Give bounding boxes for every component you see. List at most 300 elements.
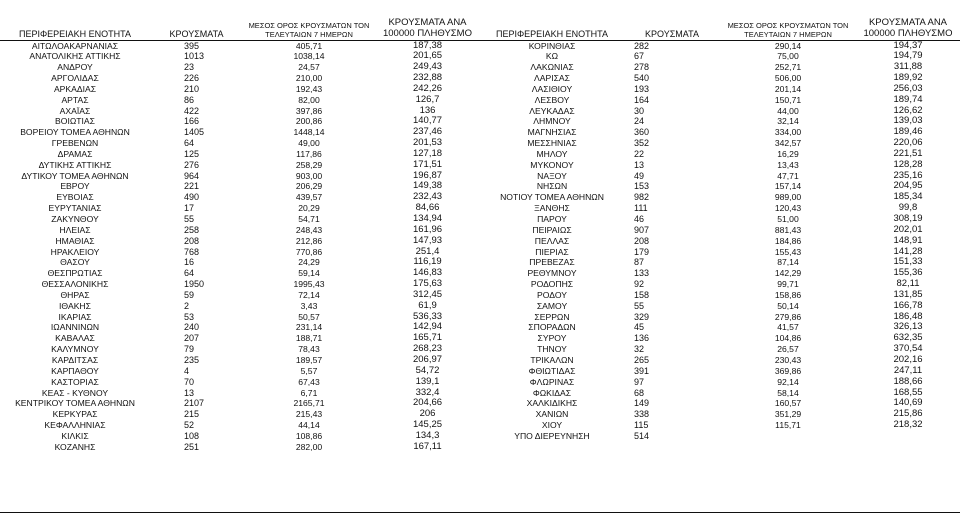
per100k-cell: 171,51 (412, 159, 443, 170)
avg7-cell: 24,57 (298, 62, 320, 73)
cases-cell: 422 (184, 105, 200, 116)
cases-cell: 164 (634, 94, 650, 105)
left-cases-table (0, 0, 480, 453)
region-cell: ΑΧΑΪΑΣ (59, 105, 91, 116)
cases-cell: 24 (634, 116, 645, 127)
avg7-cell: 506,00 (774, 73, 802, 84)
cases-cell: 278 (634, 62, 650, 73)
avg7-cell: 252,71 (774, 62, 802, 73)
region-cell: ΘΗΡΑΣ (60, 289, 90, 300)
region-cell: ΘΕΣΠΡΩΤΙΑΣ (47, 268, 103, 279)
avg7-cell: 20,29 (298, 203, 320, 214)
avg7-cell: 32,14 (777, 116, 799, 127)
cases-cell: 23 (184, 62, 195, 73)
cases-cell: 149 (634, 398, 650, 409)
cases-cell: 179 (634, 246, 650, 257)
table-row (480, 268, 960, 279)
avg7-cell: 903,00 (295, 170, 323, 181)
cases-cell: 64 (184, 138, 195, 149)
avg7-cell: 26,57 (777, 344, 799, 355)
cases-cell: 22 (634, 148, 645, 159)
per100k-cell: 202,01 (893, 224, 923, 235)
avg7-cell: 117,86 (296, 148, 322, 159)
avg7-cell: 115,71 (775, 420, 801, 431)
region-cell: ΛΗΜΝΟΥ (533, 116, 571, 127)
per100k-cell: 84,66 (415, 203, 440, 214)
table-row (480, 84, 960, 95)
table-row (480, 366, 960, 377)
cases-cell: 514 (634, 430, 650, 441)
right-table-panel (480, 0, 960, 442)
avg7-cell: 155,43 (774, 246, 802, 257)
table-row (480, 420, 960, 431)
cases-cell: 768 (184, 246, 200, 257)
region-cell: ΑΡΚΑΔΙΑΣ (53, 83, 97, 94)
region-cell: ΧΑΛΚΙΔΙΚΗΣ (526, 398, 578, 409)
right-header-row (480, 0, 960, 40)
avg7-cell: 160,57 (774, 398, 802, 409)
cases-cell: 395 (184, 40, 200, 51)
table-row (480, 225, 960, 236)
avg7-cell: 5,57 (300, 365, 318, 376)
table-row (480, 322, 960, 333)
avg7-cell: 212,86 (295, 235, 323, 246)
per100k-cell: 206,97 (412, 354, 443, 365)
table-row (480, 377, 960, 388)
per100k-cell: 188,66 (893, 376, 923, 387)
avg7-cell: 189,57 (295, 354, 323, 365)
avg7-cell: 50,14 (777, 300, 799, 311)
avg7-cell: 49,00 (298, 138, 320, 149)
per100k-cell: 126,7 (415, 94, 440, 105)
header-cases: ΚΡΟΥΣΜΑΤΑ (624, 0, 720, 40)
avg7-cell: 258,29 (295, 159, 323, 170)
region-cell: ΡΕΘΥΜΝΟΥ (527, 268, 577, 279)
per100k-cell: 194,79 (893, 51, 923, 62)
cases-cell: 86 (184, 94, 195, 105)
per100k-cell: 185,34 (893, 192, 923, 203)
region-cell: ΚΑΒΑΛΑΣ (55, 333, 95, 344)
avg7-cell: 13,43 (777, 159, 799, 170)
table-row (0, 442, 480, 453)
region-cell: ΙΚΑΡΙΑΣ (58, 311, 92, 322)
per100k-cell: 116,19 (413, 257, 442, 268)
table-row (480, 247, 960, 258)
table-row (0, 149, 480, 160)
cases-cell: 30 (634, 105, 645, 116)
region-cell: ΑΡΤΑΣ (61, 94, 89, 105)
table-row (0, 290, 480, 301)
per100k-cell: 127,18 (412, 148, 443, 159)
avg7-cell: 41,57 (777, 322, 799, 333)
table-row (0, 257, 480, 268)
per100k-cell: 166,78 (893, 300, 923, 311)
cases-cell: 540 (634, 73, 650, 84)
region-cell: ΚΕΡΚΥΡΑΣ (52, 409, 98, 420)
per100k-cell: 242,26 (412, 83, 443, 94)
per100k-cell: 139,1 (415, 376, 440, 387)
region-cell: ΚΑΡΠΑΘΟΥ (51, 365, 99, 376)
cases-cell: 13 (184, 387, 195, 398)
region-cell: ΑΡΓΟΛΙΔΑΣ (51, 73, 99, 84)
table-row (480, 398, 960, 409)
per100k-cell: 204,66 (412, 398, 443, 409)
table-row (0, 116, 480, 127)
region-cell: ΚΙΛΚΙΣ (61, 430, 89, 441)
region-cell: ΥΠΟ ΔΙΕΡΕΥΝΗΣΗ (514, 430, 590, 441)
table-row (0, 247, 480, 258)
avg7-cell: 342,57 (774, 138, 802, 149)
cases-cell: 210 (184, 83, 200, 94)
table-row (0, 138, 480, 149)
avg7-cell: 351,29 (774, 409, 802, 420)
avg7-cell: 215,43 (295, 409, 323, 420)
region-cell: ΝΟΤΙΟΥ ΤΟΜΕΑ ΑΘΗΝΩΝ (500, 192, 604, 203)
cases-cell: 282 (634, 40, 650, 51)
per100k-cell: 249,43 (412, 62, 443, 73)
table-row (0, 236, 480, 247)
left-header-row (0, 0, 480, 40)
avg7-cell: 439,57 (295, 192, 323, 203)
avg7-cell: 188,71 (295, 333, 323, 344)
per100k-cell: 61,9 (418, 300, 437, 311)
table-row (0, 84, 480, 95)
per100k-cell: 311,88 (893, 62, 923, 73)
cases-cell: 276 (184, 159, 200, 170)
cases-cell: 982 (634, 192, 650, 203)
cases-cell: 87 (634, 257, 645, 268)
per100k-cell: 220,06 (893, 138, 923, 149)
region-cell: ΦΛΩΡΙΝΑΣ (529, 376, 575, 387)
table-row (480, 214, 960, 225)
table-row (0, 431, 480, 442)
cases-cell: 338 (634, 409, 650, 420)
per100k-cell: 189,92 (893, 73, 923, 84)
per100k-cell: 308,19 (893, 214, 923, 224)
region-cell: ΒΟΡΕΙΟΥ ΤΟΜΕΑ ΑΘΗΝΩΝ (20, 127, 130, 138)
avg7-cell: 290,14 (774, 40, 802, 51)
region-cell: ΕΒΡΟΥ (60, 181, 90, 192)
cases-cell: 208 (634, 235, 650, 246)
per100k-cell: 147,93 (412, 235, 443, 246)
avg7-cell: 50,57 (298, 311, 320, 322)
avg7-cell: 24,29 (298, 257, 320, 268)
region-cell: ΚΑΣΤΟΡΙΑΣ (51, 376, 99, 387)
per100k-cell: 196,87 (412, 170, 443, 181)
per100k-cell: 332,4 (415, 387, 440, 398)
region-cell: ΤΡΙΚΑΛΩΝ (530, 354, 574, 365)
region-cell: ΜΑΓΝΗΣΙΑΣ (527, 127, 577, 138)
cases-cell: 153 (634, 181, 650, 192)
per100k-cell: 202,16 (893, 354, 923, 365)
avg7-cell: 3,43 (300, 300, 318, 311)
region-cell: ΚΑΡΔΙΤΣΑΣ (51, 354, 99, 365)
region-cell: ΕΥΡΥΤΑΝΙΑΣ (48, 203, 102, 214)
cases-cell: 391 (634, 365, 650, 376)
cases-cell: 240 (184, 322, 200, 333)
per100k-cell: 148,91 (893, 235, 923, 246)
per100k-cell: 175,63 (412, 279, 443, 290)
avg7-cell: 104,86 (774, 333, 802, 344)
table-row (0, 62, 480, 73)
region-cell: ΠΙΕΡΙΑΣ (535, 246, 569, 257)
table-row (480, 333, 960, 344)
per100k-cell: 99,8 (898, 203, 918, 214)
table-row (0, 73, 480, 84)
cases-cell: 329 (634, 311, 650, 322)
cases-cell: 1405 (184, 127, 205, 138)
avg7-cell: 108,86 (295, 430, 323, 441)
region-cell: ΔΥΤΙΚΗΣ ΑΤΤΙΚΗΣ (38, 159, 112, 170)
avg7-cell: 279,86 (774, 311, 802, 322)
avg7-cell: 54,71 (298, 214, 320, 224)
per100k-cell: 141,28 (893, 246, 923, 257)
region-cell: ΙΩΑΝΝΙΝΩΝ (50, 322, 100, 333)
per100k-cell: 204,95 (893, 181, 923, 192)
region-cell: ΜΥΚΟΝΟΥ (530, 159, 574, 170)
header-avg7: ΜΕΣΟΣ ΟΡΟΣ ΚΡΟΥΣΜΑΤΩΝ ΤΟΝ ΤΕΛΕΥΤΑΙΩΝ 7 ΗΜΕΡΩΝ (243, 0, 375, 40)
cases-cell: 207 (184, 333, 200, 344)
avg7-cell: 230,43 (774, 354, 802, 365)
cases-cell: 79 (184, 344, 195, 355)
table-row (0, 40, 480, 51)
avg7-cell: 120,43 (774, 203, 802, 214)
avg7-cell: 67,43 (298, 376, 320, 387)
avg7-cell: 78,43 (298, 344, 320, 355)
cases-cell: 215 (184, 409, 200, 420)
per100k-cell: 201,65 (412, 51, 443, 62)
region-cell: ΚΩ (545, 51, 559, 62)
table-row (480, 203, 960, 214)
cases-cell: 352 (634, 138, 650, 149)
avg7-cell: 2165,71 (293, 398, 325, 409)
cases-cell: 68 (634, 387, 645, 398)
cases-cell: 1013 (184, 51, 205, 62)
region-cell: ΛΕΥΚΑΔΑΣ (529, 105, 575, 116)
avg7-cell: 99,71 (777, 279, 799, 290)
table-row (480, 279, 960, 290)
table-row (0, 312, 480, 323)
per100k-cell: 186,48 (893, 311, 923, 322)
cases-cell: 16 (184, 257, 195, 268)
cases-cell: 226 (184, 73, 200, 84)
avg7-cell: 881,43 (774, 224, 802, 235)
per100k-cell: 161,96 (412, 224, 443, 235)
region-cell: ΠΑΡΟΥ (537, 214, 567, 224)
table-row (0, 127, 480, 138)
table-row (0, 171, 480, 182)
table-row (0, 214, 480, 225)
per100k-cell: 232,43 (412, 192, 443, 203)
avg7-cell: 58,14 (777, 387, 799, 398)
cases-cell: 258 (184, 224, 200, 235)
region-cell: ΑΝΔΡΟΥ (57, 62, 93, 73)
table-row (0, 388, 480, 399)
right-table-body (480, 40, 960, 442)
per100k-cell: 189,46 (893, 127, 923, 138)
table-row (480, 301, 960, 312)
region-cell: ΕΥΒΟΙΑΣ (56, 192, 94, 203)
avg7-cell: 206,29 (295, 181, 323, 192)
table-row (0, 279, 480, 290)
region-cell: ΧΑΝΙΩΝ (535, 409, 569, 420)
cases-cell: 251 (184, 441, 200, 452)
region-cell: ΘΕΣΣΑΛΟΝΙΚΗΣ (41, 279, 109, 290)
avg7-cell: 231,14 (295, 322, 323, 333)
per100k-cell (856, 431, 960, 442)
avg7-cell: 150,71 (774, 94, 802, 105)
per100k-cell: 221,51 (893, 148, 923, 159)
cases-cell: 2107 (184, 398, 205, 409)
per100k-cell: 82,11 (896, 279, 920, 290)
table-row (0, 203, 480, 214)
table-row (480, 355, 960, 366)
table-row (0, 301, 480, 312)
region-cell: ΞΑΝΘΗΣ (534, 203, 570, 214)
table-row (0, 355, 480, 366)
avg7-cell: 282,00 (295, 441, 323, 452)
avg7-cell: 72,14 (298, 289, 320, 300)
region-cell: ΑΙΤΩΛΟΑΚΑΡΝΑΝΙΑΣ (31, 40, 119, 51)
cases-cell: 265 (634, 354, 650, 365)
region-cell: ΠΕΙΡΑΙΩΣ (532, 224, 572, 235)
region-cell: ΔΡΑΜΑΣ (57, 148, 93, 159)
per100k-cell: 194,37 (893, 40, 923, 51)
avg7-cell: 47,71 (777, 170, 799, 181)
cases-cell: 964 (184, 170, 200, 181)
region-cell: ΝΗΣΩΝ (536, 181, 568, 192)
table-row (480, 62, 960, 73)
region-cell: ΛΑΡΙΣΑΣ (534, 73, 570, 84)
region-cell: ΠΕΛΛΑΣ (534, 235, 570, 246)
table-row (480, 312, 960, 323)
table-row (480, 149, 960, 160)
region-cell: ΗΜΑΘΙΑΣ (55, 235, 95, 246)
region-cell: ΠΡΕΒΕΖΑΣ (529, 257, 575, 268)
per100k-cell: 128,28 (893, 159, 923, 170)
table-row (0, 225, 480, 236)
table-row (480, 171, 960, 182)
table-row (480, 290, 960, 301)
region-cell: ΚΑΛΥΜΝΟΥ (51, 344, 99, 355)
cases-cell: 221 (184, 181, 200, 192)
region-cell: ΒΟΙΩΤΙΑΣ (55, 116, 95, 127)
cases-cell: 46 (634, 214, 645, 224)
avg7-cell: 157,14 (774, 181, 802, 192)
per100k-cell: 268,23 (412, 344, 443, 355)
cases-cell: 55 (184, 214, 195, 224)
avg7-cell: 44,00 (777, 105, 799, 116)
table-row (0, 160, 480, 171)
per100k-cell: 187,38 (412, 40, 443, 51)
cases-cell: 45 (634, 322, 645, 333)
table-row (480, 160, 960, 171)
header-region: ΠΕΡΙΦΕΡΕΙΑΚΗ ΕΝΟΤΗΤΑ (480, 0, 624, 40)
region-cell: ΗΛΕΙΑΣ (59, 224, 91, 235)
cases-cell: 490 (184, 192, 200, 203)
per100k-cell: 247,11 (893, 365, 923, 376)
table-row (0, 322, 480, 333)
bottom-divider (0, 512, 960, 513)
table-row (0, 377, 480, 388)
region-cell: ΔΥΤΙΚΟΥ ΤΟΜΕΑ ΑΘΗΝΩΝ (21, 170, 129, 181)
region-cell: ΚΕΑΣ - ΚΥΘΝΟΥ (41, 387, 109, 398)
per100k-cell: 251,4 (415, 246, 440, 257)
region-cell: ΛΑΣΙΘΙΟΥ (531, 83, 573, 94)
per100k-cell: 142,94 (412, 322, 443, 333)
region-cell: ΑΝΑΤΟΛΙΚΗΣ ΑΤΤΙΚΗΣ (29, 51, 121, 62)
per100k-cell: 536,33 (412, 311, 443, 322)
cases-cell: 158 (634, 289, 650, 300)
table-row (480, 388, 960, 399)
per100k-cell: 201,53 (412, 138, 443, 149)
avg7-cell: 6,71 (300, 387, 318, 398)
per100k-cell: 168,55 (893, 387, 923, 398)
table-row (480, 344, 960, 355)
avg7-cell: 248,43 (295, 224, 323, 235)
region-cell: ΝΑΞΟΥ (537, 170, 567, 181)
region-cell: ΜΗΛΟΥ (536, 148, 568, 159)
cases-cell: 136 (634, 333, 650, 344)
region-cell: ΗΡΑΚΛΕΙΟΥ (50, 246, 100, 257)
region-cell: ΜΕΣΣΗΝΙΑΣ (527, 138, 577, 149)
cases-cell: 2 (184, 300, 190, 311)
avg7-cell: 87,14 (777, 257, 799, 268)
avg7-cell: 184,86 (774, 235, 802, 246)
per100k-cell: 131,85 (893, 289, 923, 300)
cases-cell: 97 (634, 376, 645, 387)
per100k-cell: 326,13 (893, 322, 923, 333)
table-row (480, 95, 960, 106)
table-row (480, 236, 960, 247)
avg7-cell: 1038,14 (293, 51, 325, 62)
cases-cell: 13 (634, 159, 645, 170)
region-cell: ΚΕΝΤΡΙΚΟΥ ΤΟΜΕΑ ΑΘΗΝΩΝ (15, 398, 135, 409)
cases-cell: 70 (184, 376, 195, 387)
per100k-cell: 149,38 (412, 181, 443, 192)
cases-cell: 166 (184, 116, 200, 127)
per100k-cell: 237,46 (412, 127, 443, 138)
region-cell: ΛΑΚΩΝΙΑΣ (530, 62, 574, 73)
table-row (480, 409, 960, 420)
region-cell: ΓΡΕΒΕΝΩΝ (51, 138, 99, 149)
table-row (0, 106, 480, 117)
per100k-cell: 136 (419, 105, 436, 116)
table-row (0, 268, 480, 279)
region-cell: ΧΙΟΥ (541, 420, 563, 431)
cases-cell: 4 (184, 365, 190, 376)
table-row (480, 181, 960, 192)
per100k-cell: 370,54 (893, 344, 923, 355)
region-cell: ΣΕΡΡΩΝ (534, 311, 570, 322)
per100k-cell: 189,74 (893, 94, 923, 105)
per100k-cell: 235,16 (893, 170, 923, 181)
per100k-cell: 151,33 (893, 257, 923, 268)
cases-cell: 53 (184, 311, 195, 322)
cases-cell: 360 (634, 127, 650, 138)
region-cell: ΙΘΑΚΗΣ (59, 300, 91, 311)
cases-cell: 125 (184, 148, 200, 159)
cases-cell: 49 (634, 170, 645, 181)
avg7-cell: 1995,43 (293, 279, 325, 290)
avg7-cell: 75,00 (777, 51, 799, 62)
cases-cell: 52 (184, 420, 195, 431)
cases-cell: 17 (184, 203, 195, 214)
avg7-cell: 92,14 (777, 376, 799, 387)
per100k-cell: 206 (419, 409, 436, 420)
avg7-cell: 397,86 (295, 105, 323, 116)
table-row (0, 51, 480, 62)
